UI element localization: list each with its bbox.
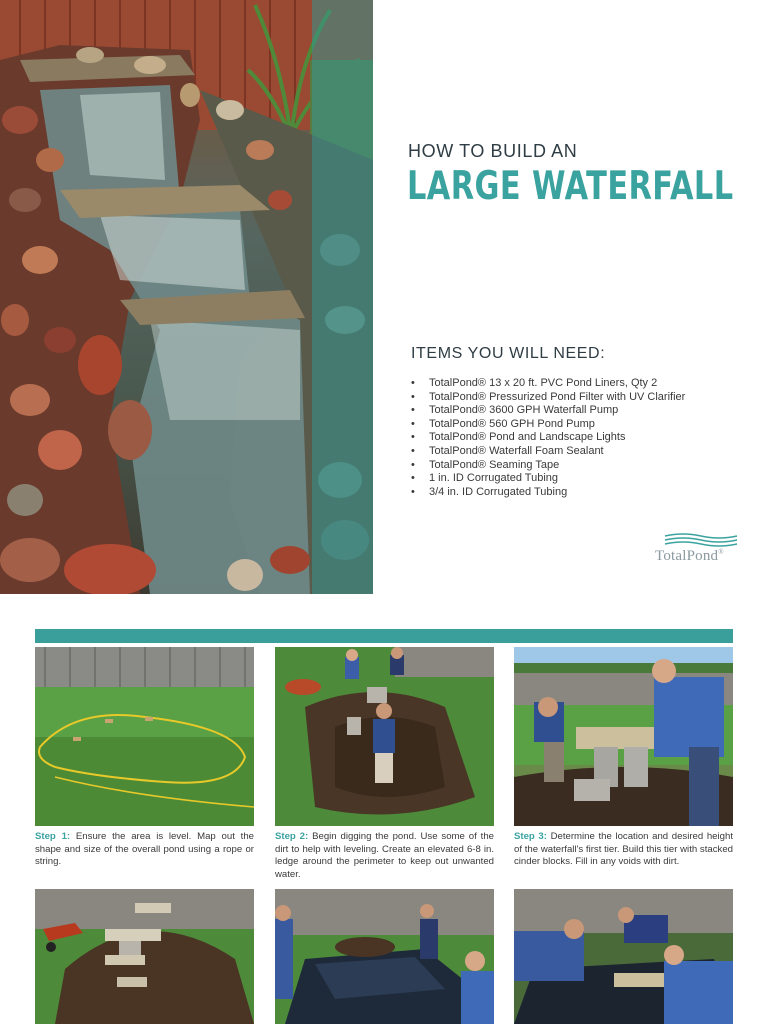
step-6-photo	[514, 889, 733, 1024]
step-2-text: Begin digging the pond. Use some of the dirt to help with leveling. Create an elevated 6-8 in. ledge around the perimeter to keep out unwanted water.	[275, 831, 494, 880]
steps-divider-bar	[35, 629, 733, 643]
step-3-text: Determine the location and desired height of the waterfall's first tier. Build this tier with stacked cinder blocks. Fill in any voids with dirt.	[514, 831, 733, 868]
step-1-label: Step 1:	[35, 831, 71, 842]
list-item: • TotalPond® Waterfall Foam Sealant	[411, 445, 711, 459]
step-5-photo	[275, 889, 494, 1024]
items-list	[411, 377, 711, 499]
list-item: • 3/4 in. ID Corrugated Tubing	[411, 486, 711, 500]
step-1-caption	[35, 831, 254, 869]
list-item: • TotalPond® Pressurized Pond Filter with UV Clarifier	[411, 391, 711, 405]
step-2-caption	[275, 831, 494, 881]
step-3-caption	[514, 831, 733, 869]
logo-text: TotalPond®	[655, 548, 724, 564]
step-1-text: Ensure the area is level. Map out the shape and size of the overall pond using a rope or string.	[35, 831, 254, 868]
list-item: • TotalPond® 13 x 20 ft. PVC Pond Liners, Qty 2	[411, 377, 711, 391]
list-item: • TotalPond® 560 GPH Pond Pump	[411, 418, 711, 432]
hero-waterfall-photo	[0, 0, 373, 594]
list-item: • TotalPond® 3600 GPH Waterfall Pump	[411, 404, 711, 418]
title-prefix: HOW TO BUILD AN	[408, 141, 578, 161]
step-2-label: Step 2:	[275, 831, 309, 842]
list-item: • TotalPond® Seaming Tape	[411, 459, 711, 473]
list-item: • TotalPond® Pond and Landscape Lights	[411, 431, 711, 445]
step-4-photo	[35, 889, 254, 1024]
step-2-photo	[275, 647, 494, 826]
totalpond-logo	[655, 532, 743, 568]
items-heading: ITEMS YOU WILL NEED:	[411, 345, 606, 362]
step-3-photo	[514, 647, 733, 826]
step-3-label: Step 3:	[514, 831, 547, 842]
step-1-photo	[35, 647, 254, 826]
page-title: LARGE WATERFALL	[407, 164, 734, 209]
teal-overlay-band	[312, 0, 373, 594]
wave-logo-icon	[663, 532, 739, 548]
list-item: • 1 in. ID Corrugated Tubing	[411, 472, 711, 486]
